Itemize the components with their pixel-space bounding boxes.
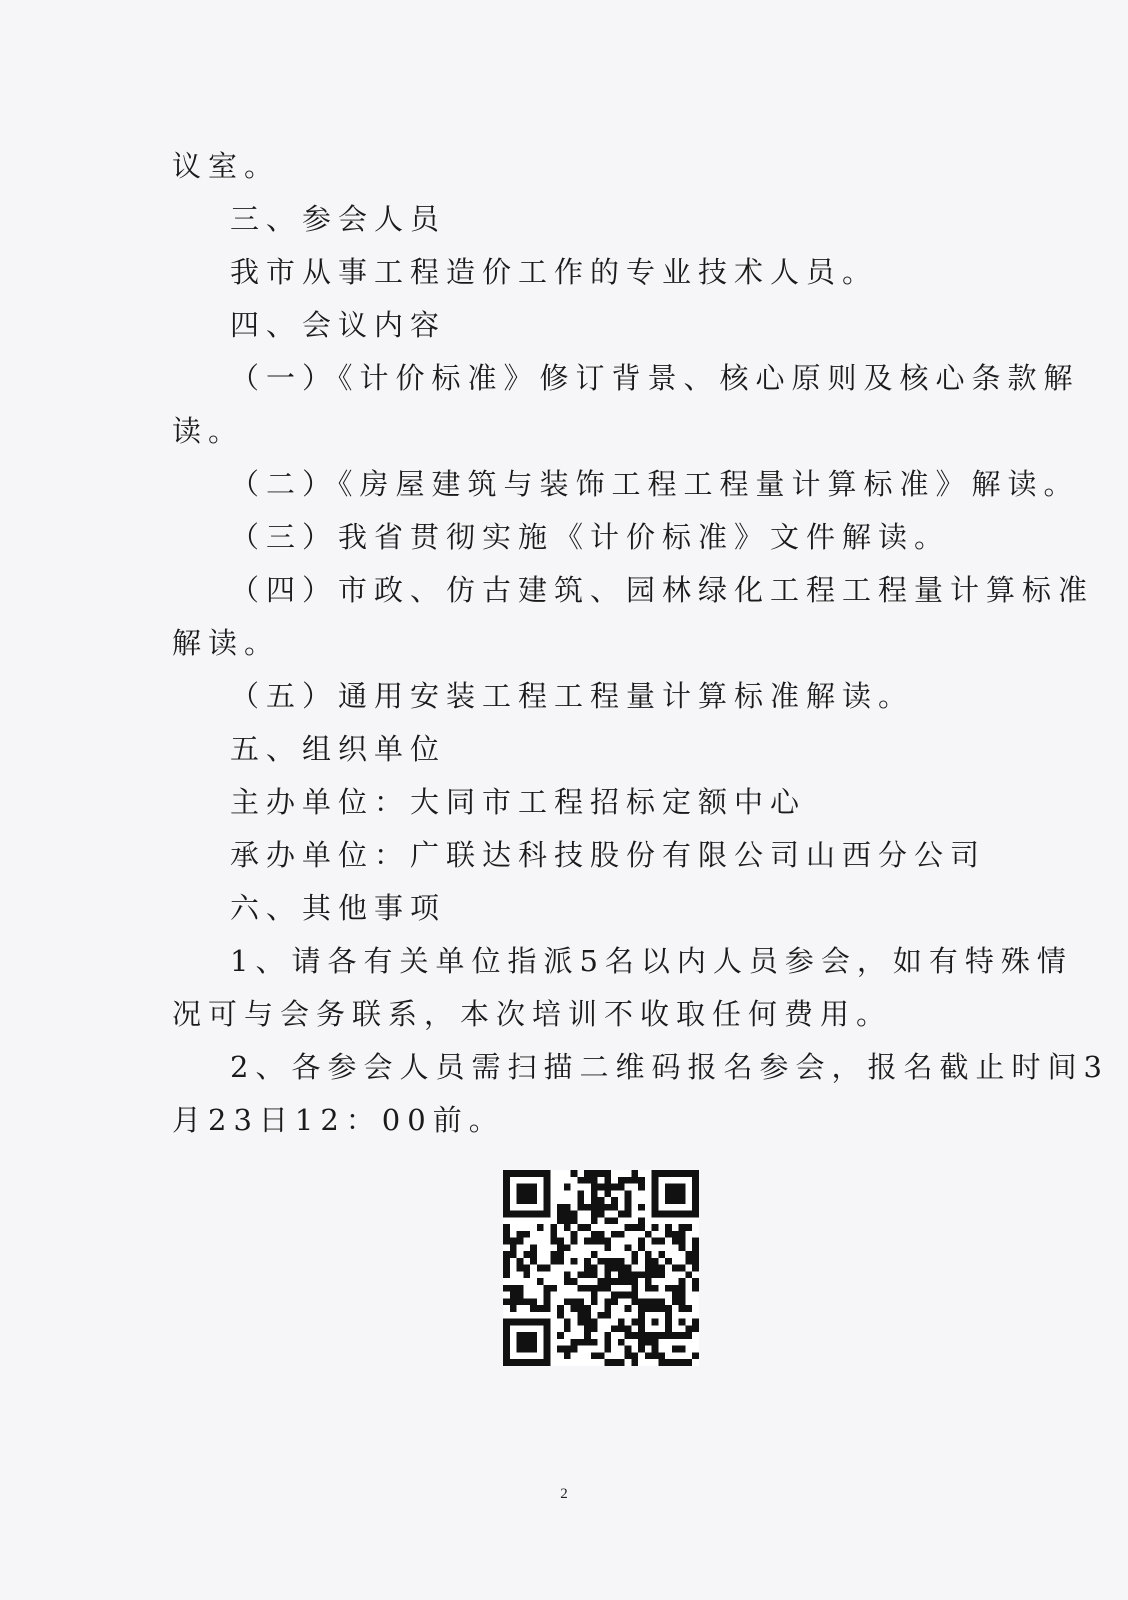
- text-line: 我市从事工程造价工作的专业技术人员。: [230, 255, 879, 289]
- qr-code-icon[interactable]: [503, 1170, 699, 1366]
- section-heading-other: 六、其他事项: [230, 891, 447, 925]
- document-body: [172, 140, 1109, 1147]
- text-line: 2、各参会人员需扫描二维码报名参会，报名截止时间3: [230, 1050, 1109, 1084]
- text-line: （五）通用安装工程工程量计算标准解读。: [230, 679, 915, 713]
- text-line: 读。: [172, 414, 245, 448]
- text-line: 月23日12：00前。: [172, 1103, 505, 1137]
- text-line: 议室。: [172, 149, 281, 183]
- text-line: （二）《房屋建筑与装饰工程工程量计算标准》解读。: [230, 467, 1080, 501]
- text-line: 承办单位：广联达科技股份有限公司山西分公司: [230, 838, 987, 872]
- text-line: （四）市政、仿古建筑、园林绿化工程工程量计算标准: [230, 573, 1095, 607]
- section-heading-content: 四、会议内容: [230, 308, 447, 342]
- text-line: （一）《计价标准》修订背景、核心原则及核心条款解: [230, 361, 1080, 395]
- text-line: 况可与会务联系，本次培训不收取任何费用。: [172, 997, 893, 1031]
- text-line: （三）我省贯彻实施《计价标准》文件解读。: [230, 520, 951, 554]
- section-heading-attendees: 三、参会人员: [230, 202, 447, 236]
- section-heading-organizers: 五、组织单位: [230, 732, 447, 766]
- page-number: 2: [560, 1486, 568, 1502]
- text-line: 1、请各有关单位指派5名以内人员参会，如有特殊情: [230, 944, 1073, 978]
- text-line: 主办单位：大同市工程招标定额中心: [230, 785, 807, 819]
- text-line: 解读。: [172, 626, 281, 660]
